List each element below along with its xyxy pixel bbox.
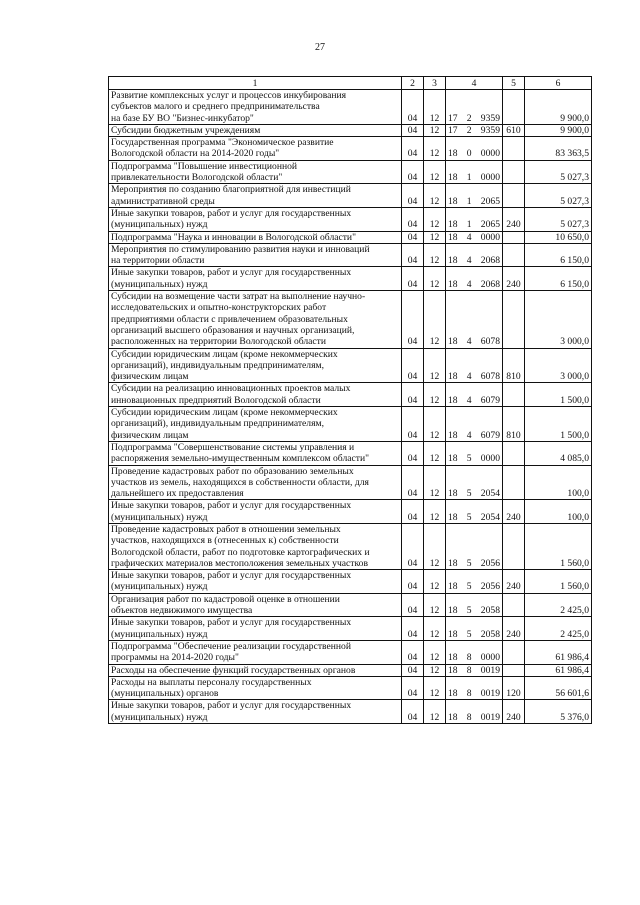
row-expense-type [503, 90, 525, 125]
csr-subprogram-code: 4 [466, 255, 472, 267]
csr-subprogram-code: 2 [466, 112, 472, 124]
row-target-article [446, 593, 503, 617]
row-section: 04 [402, 664, 424, 676]
row-subsection: 12 [424, 291, 446, 348]
row-target-article [446, 700, 503, 724]
row-expense-type [503, 383, 525, 407]
csr-direction-code: 2068 [480, 278, 500, 290]
csr-subprogram-code: 0 [466, 148, 472, 160]
csr-program-code: 18 [448, 488, 458, 500]
row-subsection: 12 [424, 267, 446, 291]
csr-program-code: 18 [448, 605, 458, 617]
row-name: Мероприятия по стимулированию развития науки и инноваций на территории области [109, 243, 402, 267]
csr-program-code: 18 [448, 664, 458, 676]
table-row [109, 124, 592, 136]
row-section: 04 [402, 348, 424, 383]
row-subsection: 12 [424, 465, 446, 500]
table-row [109, 90, 592, 125]
csr-direction-code: 2058 [480, 628, 500, 640]
csr-direction-code: 2056 [480, 557, 500, 569]
table-row [109, 465, 592, 500]
row-subsection: 12 [424, 184, 446, 208]
row-name: Проведение кадастровых работ в отношении земельных участков, находящихся в (отнесенных к) собственности Вологодской области, работ по подготовке картографических и графических материалов местоположения земельных участков [109, 523, 402, 569]
csr-subprogram-code: 4 [466, 231, 472, 243]
csr-program-code: 17 [448, 112, 458, 124]
csr-program-code: 18 [448, 255, 458, 267]
row-target-article [446, 348, 503, 383]
table-row [109, 640, 592, 664]
row-name: Организация работ по кадастровой оценке в отношении объектов недвижимого имущества [109, 593, 402, 617]
csr-subprogram-code: 5 [466, 605, 472, 617]
row-amount: 56 601,6 [525, 676, 592, 700]
row-name: Подпрограмма "Совершенствование системы управления и распоряжения земельно-имущественным комплексом области" [109, 441, 402, 465]
row-target-article [446, 160, 503, 184]
row-expense-type [503, 291, 525, 348]
header-amount: 6 [525, 77, 592, 90]
row-subsection: 12 [424, 124, 446, 136]
csr-program-code: 18 [448, 219, 458, 231]
row-expense-type: 810 [503, 348, 525, 383]
row-name: Иные закупки товаров, работ и услуг для государственных (муниципальных) нужд [109, 617, 402, 641]
table-row [109, 523, 592, 569]
row-target-article [446, 640, 503, 664]
csr-program-code: 18 [448, 557, 458, 569]
csr-program-code: 18 [448, 231, 458, 243]
csr-direction-code: 2065 [480, 219, 500, 231]
csr-program-code: 18 [448, 394, 458, 406]
row-target-article [446, 407, 503, 442]
row-amount: 6 150,0 [525, 267, 592, 291]
row-section: 04 [402, 465, 424, 500]
row-name: Иные закупки товаров, работ и услуг для государственных (муниципальных) нужд [109, 700, 402, 724]
row-amount: 83 363,5 [525, 137, 592, 161]
table-row [109, 593, 592, 617]
table-row [109, 383, 592, 407]
row-amount: 5 027,3 [525, 184, 592, 208]
row-subsection: 12 [424, 700, 446, 724]
csr-program-code: 18 [448, 453, 458, 465]
csr-program-code: 18 [448, 652, 458, 664]
csr-subprogram-code: 5 [466, 511, 472, 523]
csr-subprogram-code: 5 [466, 488, 472, 500]
csr-subprogram-code: 2 [466, 124, 472, 136]
csr-program-code: 18 [448, 195, 458, 207]
row-section: 04 [402, 243, 424, 267]
table-row [109, 500, 592, 524]
header-name: 1 [109, 77, 402, 90]
csr-direction-code: 0019 [480, 688, 500, 700]
row-amount: 4 085,0 [525, 441, 592, 465]
csr-subprogram-code: 5 [466, 628, 472, 640]
row-amount: 9 900,0 [525, 124, 592, 136]
row-section: 04 [402, 407, 424, 442]
row-subsection: 12 [424, 500, 446, 524]
header-subsection: 3 [424, 77, 446, 90]
row-target-article [446, 243, 503, 267]
row-section: 04 [402, 570, 424, 594]
row-target-article [446, 383, 503, 407]
row-name: Субсидии на возмещение части затрат на выполнение научно- исследовательских и опытно-конструкторских работ предприятиями области с привлечением образовательных организаций высшего образования и научных организаций, расположенных на территории Вологодской области [109, 291, 402, 348]
row-target-article [446, 184, 503, 208]
row-subsection: 12 [424, 523, 446, 569]
row-subsection: 12 [424, 570, 446, 594]
csr-subprogram-code: 1 [466, 219, 472, 231]
row-name: Расходы на выплаты персоналу государственных (муниципальных) органов [109, 676, 402, 700]
row-section: 04 [402, 700, 424, 724]
header-row [109, 77, 592, 90]
row-expense-type: 810 [503, 407, 525, 442]
table-row [109, 348, 592, 383]
row-amount: 61 986,4 [525, 664, 592, 676]
table-row [109, 407, 592, 442]
csr-subprogram-code: 8 [466, 652, 472, 664]
csr-direction-code: 0000 [480, 148, 500, 160]
csr-program-code: 18 [448, 628, 458, 640]
csr-direction-code: 0000 [480, 231, 500, 243]
row-target-article [446, 465, 503, 500]
table-row [109, 160, 592, 184]
row-section: 04 [402, 500, 424, 524]
row-name: Иные закупки товаров, работ и услуг для государственных (муниципальных) нужд [109, 500, 402, 524]
table-row [109, 291, 592, 348]
csr-direction-code: 0019 [480, 711, 500, 723]
row-subsection: 12 [424, 160, 446, 184]
row-target-article [446, 441, 503, 465]
row-subsection: 12 [424, 407, 446, 442]
row-name: Иные закупки товаров, работ и услуг для государственных (муниципальных) нужд [109, 267, 402, 291]
row-amount: 6 150,0 [525, 243, 592, 267]
csr-program-code: 18 [448, 371, 458, 383]
row-amount: 5 376,0 [525, 700, 592, 724]
csr-program-code: 18 [448, 429, 458, 441]
csr-direction-code: 6078 [480, 371, 500, 383]
csr-program-code: 18 [448, 511, 458, 523]
csr-program-code: 18 [448, 278, 458, 290]
row-amount: 1 500,0 [525, 407, 592, 442]
row-section: 04 [402, 184, 424, 208]
row-target-article [446, 500, 503, 524]
row-expense-type: 240 [503, 570, 525, 594]
row-name: Субсидии юридическим лицам (кроме некоммерческих организаций), индивидуальным предпринимателям, физическим лицам [109, 348, 402, 383]
row-amount: 100,0 [525, 465, 592, 500]
table-row [109, 267, 592, 291]
csr-direction-code: 6079 [480, 394, 500, 406]
row-expense-type [503, 231, 525, 243]
csr-subprogram-code: 5 [466, 453, 472, 465]
csr-subprogram-code: 1 [466, 172, 472, 184]
row-amount: 61 986,4 [525, 640, 592, 664]
row-section: 04 [402, 523, 424, 569]
row-section: 04 [402, 90, 424, 125]
table-row [109, 137, 592, 161]
row-expense-type [503, 184, 525, 208]
row-target-article [446, 523, 503, 569]
header-expense-type: 5 [503, 77, 525, 90]
row-amount: 100,0 [525, 500, 592, 524]
row-amount: 10 650,0 [525, 231, 592, 243]
row-expense-type: 240 [503, 617, 525, 641]
row-section: 04 [402, 267, 424, 291]
row-expense-type [503, 465, 525, 500]
csr-program-code: 18 [448, 688, 458, 700]
row-expense-type: 240 [503, 700, 525, 724]
row-target-article [446, 90, 503, 125]
row-name: Подпрограмма "Наука и инновации в Вологодской области" [109, 231, 402, 243]
row-subsection: 12 [424, 676, 446, 700]
csr-direction-code: 6079 [480, 429, 500, 441]
row-name: Мероприятия по созданию благоприятной для инвестиций административной среды [109, 184, 402, 208]
row-expense-type [503, 441, 525, 465]
row-subsection: 12 [424, 617, 446, 641]
row-section: 04 [402, 593, 424, 617]
table-row [109, 207, 592, 231]
row-name: Иные закупки товаров, работ и услуг для государственных (муниципальных) нужд [109, 207, 402, 231]
row-amount: 3 000,0 [525, 348, 592, 383]
row-name: Проведение кадастровых работ по образованию земельных участков из земель, находящихся в собственности области, для дальнейшего их предоставления [109, 465, 402, 500]
csr-direction-code: 2054 [480, 511, 500, 523]
row-name: Государственная программа "Экономическое развитие Вологодской области на 2014-2020 годы" [109, 137, 402, 161]
row-target-article [446, 617, 503, 641]
csr-subprogram-code: 5 [466, 557, 472, 569]
csr-program-code: 18 [448, 148, 458, 160]
row-name: Субсидии бюджетным учреждениям [109, 124, 402, 136]
row-expense-type: 610 [503, 124, 525, 136]
csr-subprogram-code: 4 [466, 394, 472, 406]
csr-subprogram-code: 1 [466, 195, 472, 207]
csr-direction-code: 2065 [480, 195, 500, 207]
row-subsection: 12 [424, 640, 446, 664]
csr-program-code: 18 [448, 172, 458, 184]
row-target-article [446, 291, 503, 348]
csr-program-code: 17 [448, 124, 458, 136]
csr-direction-code: 9359 [480, 112, 500, 124]
row-expense-type: 240 [503, 500, 525, 524]
row-section: 04 [402, 617, 424, 641]
row-section: 04 [402, 640, 424, 664]
row-expense-type [503, 523, 525, 569]
csr-direction-code: 2054 [480, 488, 500, 500]
row-amount: 1 560,0 [525, 523, 592, 569]
row-target-article [446, 137, 503, 161]
row-subsection: 12 [424, 231, 446, 243]
row-section: 04 [402, 231, 424, 243]
row-expense-type [503, 160, 525, 184]
table-row [109, 664, 592, 676]
table-row [109, 231, 592, 243]
row-target-article [446, 570, 503, 594]
csr-program-code: 18 [448, 581, 458, 593]
row-name: Подпрограмма "Повышение инвестиционной привлекательности Вологодской области" [109, 160, 402, 184]
row-name: Развитие комплексных услуг и процессов инкубирования субъектов малого и среднего предпринимательства на базе БУ ВО "Бизнес-инкубатор" [109, 90, 402, 125]
table-row [109, 184, 592, 208]
row-name: Подпрограмма "Обеспечение реализации государственной программы на 2014-2020 годы" [109, 640, 402, 664]
row-expense-type: 240 [503, 207, 525, 231]
row-section: 04 [402, 124, 424, 136]
row-section: 04 [402, 441, 424, 465]
row-name: Иные закупки товаров, работ и услуг для государственных (муниципальных) нужд [109, 570, 402, 594]
table-row [109, 700, 592, 724]
row-amount: 9 900,0 [525, 90, 592, 125]
table-row [109, 617, 592, 641]
row-amount: 3 000,0 [525, 291, 592, 348]
csr-subprogram-code: 4 [466, 429, 472, 441]
row-amount: 5 027,3 [525, 160, 592, 184]
header-target-article: 4 [446, 77, 503, 90]
csr-direction-code: 9359 [480, 124, 500, 136]
row-subsection: 12 [424, 593, 446, 617]
row-expense-type [503, 137, 525, 161]
table-row [109, 441, 592, 465]
row-subsection: 12 [424, 243, 446, 267]
row-section: 04 [402, 160, 424, 184]
row-expense-type [503, 640, 525, 664]
csr-direction-code: 0000 [480, 652, 500, 664]
table-row [109, 570, 592, 594]
row-name: Субсидии на реализацию инновационных проектов малых инновационных предприятий Вологодской области [109, 383, 402, 407]
row-target-article [446, 267, 503, 291]
row-subsection: 12 [424, 207, 446, 231]
budget-table [108, 76, 592, 724]
csr-direction-code: 0019 [480, 664, 500, 676]
table-row [109, 243, 592, 267]
csr-subprogram-code: 8 [466, 711, 472, 723]
row-subsection: 12 [424, 664, 446, 676]
row-amount: 2 425,0 [525, 617, 592, 641]
row-target-article [446, 207, 503, 231]
row-subsection: 12 [424, 383, 446, 407]
csr-subprogram-code: 4 [466, 336, 472, 348]
row-target-article [446, 231, 503, 243]
csr-direction-code: 0000 [480, 453, 500, 465]
row-amount: 2 425,0 [525, 593, 592, 617]
row-amount: 5 027,3 [525, 207, 592, 231]
csr-direction-code: 6078 [480, 336, 500, 348]
table-row [109, 676, 592, 700]
row-amount: 1 560,0 [525, 570, 592, 594]
page-number: 27 [315, 42, 325, 53]
row-expense-type [503, 243, 525, 267]
row-expense-type [503, 593, 525, 617]
csr-subprogram-code: 8 [466, 664, 472, 676]
csr-subprogram-code: 5 [466, 581, 472, 593]
row-expense-type [503, 664, 525, 676]
row-name: Субсидии юридическим лицам (кроме некоммерческих организаций), индивидуальным предпринимателям, физическим лицам [109, 407, 402, 442]
row-amount: 1 500,0 [525, 383, 592, 407]
row-target-article [446, 664, 503, 676]
row-target-article [446, 124, 503, 136]
row-expense-type: 120 [503, 676, 525, 700]
csr-direction-code: 2058 [480, 605, 500, 617]
row-subsection: 12 [424, 90, 446, 125]
row-subsection: 12 [424, 441, 446, 465]
row-subsection: 12 [424, 137, 446, 161]
row-section: 04 [402, 291, 424, 348]
csr-direction-code: 2056 [480, 581, 500, 593]
row-section: 04 [402, 137, 424, 161]
csr-program-code: 18 [448, 711, 458, 723]
csr-direction-code: 2068 [480, 255, 500, 267]
csr-subprogram-code: 4 [466, 371, 472, 383]
csr-subprogram-code: 4 [466, 278, 472, 290]
csr-program-code: 18 [448, 336, 458, 348]
row-section: 04 [402, 676, 424, 700]
header-section: 2 [402, 77, 424, 90]
row-subsection: 12 [424, 348, 446, 383]
csr-subprogram-code: 8 [466, 688, 472, 700]
row-expense-type: 240 [503, 267, 525, 291]
row-target-article [446, 676, 503, 700]
row-name: Расходы на обеспечение функций государственных органов [109, 664, 402, 676]
csr-direction-code: 0000 [480, 172, 500, 184]
row-section: 04 [402, 383, 424, 407]
row-section: 04 [402, 207, 424, 231]
